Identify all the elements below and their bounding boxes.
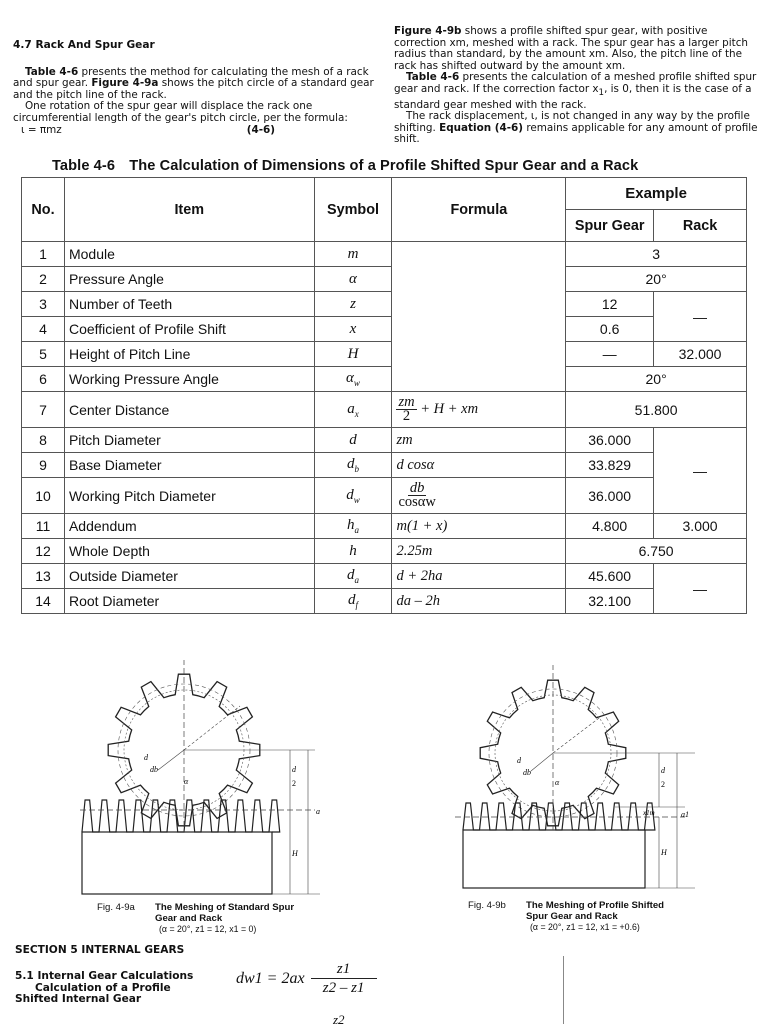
para-text: , is 0, then it is the case of a standard gear meshed with the rack.: [394, 82, 752, 111]
row-gear: 45.600: [566, 564, 654, 589]
row-item: Center Distance: [64, 392, 314, 428]
label-d: d: [144, 753, 148, 762]
row-rack: —: [654, 564, 747, 614]
row-gear: —: [566, 342, 654, 367]
table-row: [22, 564, 747, 589]
table-number: Table 4-6: [52, 158, 116, 174]
row-example: 6.750: [566, 539, 747, 564]
paragraph-displacement: [394, 111, 758, 146]
table-row: [22, 292, 747, 317]
row-symbol: α: [314, 267, 392, 292]
label-xm: x1m: [643, 809, 655, 817]
row-symbol: x: [314, 317, 392, 342]
table-row: [22, 453, 747, 478]
row-no: 4: [22, 317, 65, 342]
row-no: 6: [22, 367, 65, 392]
row-symbol: $d_a$: [314, 564, 392, 589]
internal-gear-equation: [236, 960, 377, 997]
row-symbol: z: [314, 292, 392, 317]
row-no: 11: [22, 514, 65, 539]
row-rack: —: [654, 292, 747, 342]
fraction-denominator: cosαw: [398, 494, 436, 510]
figure-code: Fig. 4-9b: [468, 900, 506, 911]
row-gear: 36.000: [566, 478, 654, 514]
subheading-line: Calculation of a Profile: [35, 981, 171, 994]
label-d2-den: 2: [661, 780, 665, 789]
figure-4-9b-drawing: [455, 665, 715, 895]
label-d2-num: d: [292, 765, 296, 774]
label-d: d: [517, 756, 521, 765]
row-gear: 32.100: [566, 589, 654, 614]
table-row: [22, 317, 747, 342]
row-gear: 12: [566, 292, 654, 317]
partial-equation: z2: [333, 1012, 345, 1024]
row-item: Working Pitch Diameter: [64, 478, 314, 514]
table-row: [22, 267, 747, 292]
paragraph-table46: [394, 72, 758, 111]
subheading-line: 5.1 Internal Gear Calculations: [15, 970, 194, 982]
header-symbol: Symbol: [314, 178, 392, 242]
row-example: 20°: [566, 367, 747, 392]
table-row: [22, 514, 747, 539]
table-ref: Table 4-6: [25, 65, 79, 78]
label-d2-den: 2: [292, 779, 296, 788]
row-symbol: $h_a$: [314, 514, 392, 539]
figure-params: (α = 20°, z1 = 12, x1 = +0.6): [530, 922, 640, 932]
paragraph-rotation: One rotation of the spur gear will displace the rack one circumferential length of the gear's pitch circle, per the formula:: [13, 100, 348, 124]
row-example: 51.800: [566, 392, 747, 428]
header-item: Item: [64, 178, 314, 242]
label-db: db: [523, 768, 531, 777]
row-formula: m(1 + x): [392, 514, 566, 539]
row-symbol: $a_x$: [314, 392, 392, 428]
formula-line: [13, 125, 385, 137]
row-no: 1: [22, 242, 65, 267]
row-formula: d + 2ha: [392, 564, 566, 589]
row-item: Whole Depth: [64, 539, 314, 564]
row-item: Height of Pitch Line: [64, 342, 314, 367]
equation-lhs: dw1 = 2ax: [236, 969, 305, 987]
figure-ref: Figure 4-9a: [91, 77, 159, 90]
figure-4-9b-caption: [468, 901, 708, 933]
para-text: The rack displacement, ι, is not changed in any way by the profile shifting.: [394, 110, 750, 134]
table-row: [22, 367, 747, 392]
radius-d: [184, 706, 240, 750]
label-alpha: α: [555, 778, 560, 787]
label-alpha: α: [184, 777, 189, 786]
row-example: 3: [566, 242, 747, 267]
row-item: Base Diameter: [64, 453, 314, 478]
row-symbol: $\alpha_w$: [314, 367, 392, 392]
header-rack: Rack: [654, 210, 747, 242]
row-item: Outside Diameter: [64, 564, 314, 589]
row-no: 2: [22, 267, 65, 292]
paragraph-intro: [13, 67, 385, 102]
fraction-denominator: 2: [402, 408, 411, 424]
figure-title: The Meshing of Profile Shifted Spur Gear and Rack: [526, 900, 665, 922]
row-symbol: $d_b$: [314, 453, 392, 478]
para-text: presents the calculation of a meshed profile shifted spur gear and rack. If the correction factor x: [394, 71, 757, 95]
row-item: Pitch Diameter: [64, 428, 314, 453]
formula-fraction: [396, 482, 437, 509]
figure-params: (α = 20°, z1 = 12, x1 = 0): [159, 924, 257, 934]
column-divider: [563, 956, 564, 1024]
figure-4-9a-drawing: [80, 660, 340, 900]
table-title: [52, 158, 638, 174]
row-symbol: $d_f$: [314, 589, 392, 614]
equation-ref: Equation (4-6): [439, 121, 524, 134]
table-title-text: The Calculation of Dimensions of a Profile Shifted Spur Gear and a Rack: [129, 158, 639, 174]
table-row: [22, 589, 747, 614]
para-text: presents the method for calculating the mesh of a rack and spur gear.: [13, 65, 369, 90]
figure-4-9a-caption: [97, 903, 337, 935]
row-item: Root Diameter: [64, 589, 314, 614]
row-rack: 3.000: [654, 514, 747, 539]
radius-db: [531, 753, 553, 771]
fraction-numerator: db: [409, 480, 425, 496]
subscript: 1: [598, 88, 605, 99]
figure-title: The Meshing of Standard Spur Gear and Rack: [155, 902, 295, 924]
row-no: 8: [22, 428, 65, 453]
para-text: shows a profile shifted spur gear, with positive correction xm, meshed with a rack. The spur gear has a larger pitch radius than standard, by the amount xm. Also, the pitch line of the rack has shifted outward by the amount xm.: [394, 25, 749, 72]
fraction-numerator: z1: [311, 960, 377, 979]
fraction-numerator: zm: [398, 394, 415, 410]
row-formula: zm: [392, 428, 566, 453]
row-no: 3: [22, 292, 65, 317]
formula-rest: + H + xm: [420, 400, 479, 417]
label-a: a1: [681, 810, 689, 819]
row-symbol: d: [314, 428, 392, 453]
section-5-heading: SECTION 5 INTERNAL GEARS: [15, 944, 185, 956]
para-text: remains applicable for any amount of profile shift.: [394, 121, 758, 146]
row-item: Coefficient of Profile Shift: [64, 317, 314, 342]
table-row: [22, 428, 747, 453]
row-formula: [392, 392, 566, 428]
row-symbol: m: [314, 242, 392, 267]
table-row: [22, 392, 747, 428]
row-symbol: H: [314, 342, 392, 367]
row-no: 7: [22, 392, 65, 428]
table-ref: Table 4-6: [406, 71, 460, 84]
row-no: 13: [22, 564, 65, 589]
fraction-denominator: z2 – z1: [322, 980, 365, 996]
para-text: shows the pitch circle of a standard gear and the pitch line of the rack.: [13, 77, 374, 101]
row-no: 10: [22, 478, 65, 514]
header-example: Example: [566, 178, 747, 210]
header-spur-gear: Spur Gear: [566, 210, 654, 242]
row-item: Number of Teeth: [64, 292, 314, 317]
row-item: Pressure Angle: [64, 267, 314, 292]
section-heading-4-7: 4.7 Rack And Spur Gear: [13, 39, 155, 51]
rack-body: [82, 832, 272, 894]
header-no: No.: [22, 178, 65, 242]
row-no: 5: [22, 342, 65, 367]
paragraph-fig9b: [394, 26, 758, 72]
row-symbol: h: [314, 539, 392, 564]
row-example: 20°: [566, 267, 747, 292]
label-d2-num: d: [661, 766, 665, 775]
row-formula: 2.25m: [392, 539, 566, 564]
row-formula: da – 2h: [392, 589, 566, 614]
table-row: [22, 539, 747, 564]
row-rack: 32.000: [654, 342, 747, 367]
right-column: [394, 26, 758, 146]
calculation-table: [21, 177, 747, 614]
table-row: [22, 342, 747, 367]
label-db: db: [150, 765, 158, 774]
row-no: 14: [22, 589, 65, 614]
row-item: Working Pressure Angle: [64, 367, 314, 392]
label-a: a: [316, 807, 320, 816]
row-item: Addendum: [64, 514, 314, 539]
left-column: [13, 28, 385, 136]
figure-code: Fig. 4-9a: [97, 902, 135, 913]
equation-fraction: [311, 960, 377, 997]
row-symbol: $d_w$: [314, 478, 392, 514]
subheading-line: Shifted Internal Gear: [15, 993, 142, 1006]
rack-body: [463, 830, 645, 888]
table-row: [22, 242, 747, 267]
radius-db: [158, 750, 184, 770]
row-formula: [392, 478, 566, 514]
row-gear: 0.6: [566, 317, 654, 342]
row-no: 9: [22, 453, 65, 478]
label-H: H: [661, 848, 667, 857]
figure-ref: Figure 4-9b: [394, 25, 462, 37]
row-formula: d cosα: [392, 453, 566, 478]
formula-4-6: ι = πmz: [21, 123, 62, 136]
row-item: Module: [64, 242, 314, 267]
label-H: H: [292, 849, 298, 858]
row-gear: 4.800: [566, 514, 654, 539]
row-no: 12: [22, 539, 65, 564]
section-5-1-heading: [15, 971, 220, 1006]
header-formula: Formula: [392, 178, 566, 242]
row-gear: 33.829: [566, 453, 654, 478]
formula-fraction: [396, 396, 416, 423]
formula-empty: [392, 242, 566, 392]
row-gear: 36.000: [566, 428, 654, 453]
equation-number: (4-6): [246, 123, 275, 136]
table-row: [22, 478, 747, 514]
row-rack: —: [654, 428, 747, 514]
radius-d: [553, 715, 603, 753]
